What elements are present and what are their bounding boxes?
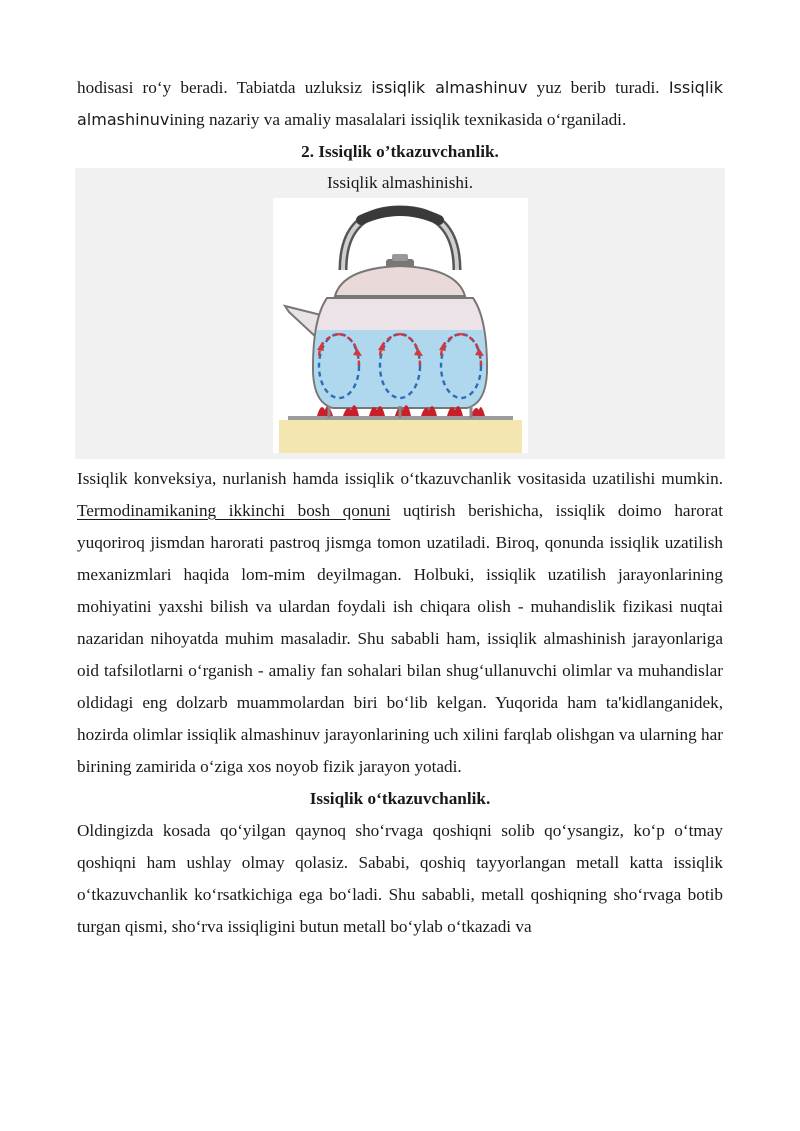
intro-text-a: hodisasi ro‘y beradi. Tabiatda uzluksiz <box>77 78 372 97</box>
conduction-paragraph: Oldingizda kosada qo‘yilgan qaynoq sho‘rvaga qoshiqni solib qo‘ysangiz, ko‘p o‘tmay qoshiqni ham ushlay olmay qolasiz. Sababi, qoshiq tayyorlangan metall katta issiqlik o‘tkazuvchanlik ko‘rsatkichiga ega bo‘ladi. Shu sababli, metall qoshiqning sho‘rvaga botib turgan qismi, sho‘rva issiqligini butun metall bo‘ylab o‘tkazadi va <box>77 821 723 936</box>
intro-text-c: ining nazariy va amaliy masalalari issiqlik texnikasida o‘rganiladi. <box>169 110 627 129</box>
main-text-start: Issiqlik konveksiya, nurlanish hamda issiqlik o‘tkazuvchanlik vositasida uzatilishi mumkin. <box>77 469 723 488</box>
figure-block <box>75 168 725 459</box>
intro-term-2: Issiqlik almashinuv <box>77 78 723 129</box>
intro-term-1: issiqlik almashinuv <box>371 78 528 97</box>
main-paragraph <box>77 463 723 783</box>
law-link[interactable]: Termodinamikaning ikkinchi bosh qonuni <box>77 501 391 520</box>
intro-paragraph <box>77 72 723 136</box>
intro-text-b: yuz berib turadi. <box>527 78 669 97</box>
section-heading: 2. Issiqlik o’tkazuvchanlik. <box>301 142 499 161</box>
main-text-rest: uqtirish berishicha, issiqlik doimo harorat yuqoriroq jismdan harorati pastroq jismga tomon uzatiladi. Biroq, qonunda issiqlik uzatilish mexanizmlari haqida lom-mim deyilmagan. Holbuki, issiqlik uzatilish jarayonlarining mohiyatini yaxshi bilish va ulardan foydali ish chiqara olish - muhandislik fizikasi nuqtai nazaridan nihoyatda muhim masaladir. Shu sababli ham, issiqlik almashinish jarayonlariga oid tafsilotlarni o‘rganish - amaliy fan sohalari bilan shug‘ullanuvchi olimlar va muhandislar oldidagi eng dolzarb muammolardan biri bo‘lib kelgan. Yuqorida ham ta'kidlanganidek, hozirda olimlar issiqlik almashinuv jarayonlarining uch xilini farqlab olishgan va ularning har birining zamirida o‘ziga xos noyob fizik jarayon yotadi. <box>77 501 723 776</box>
subheading: Issiqlik o‘tkazuvchanlik. <box>309 789 491 808</box>
figure-caption: Issiqlik almashinishi. <box>326 173 474 192</box>
kettle-convection-icon <box>273 198 528 453</box>
document-page <box>77 72 723 943</box>
